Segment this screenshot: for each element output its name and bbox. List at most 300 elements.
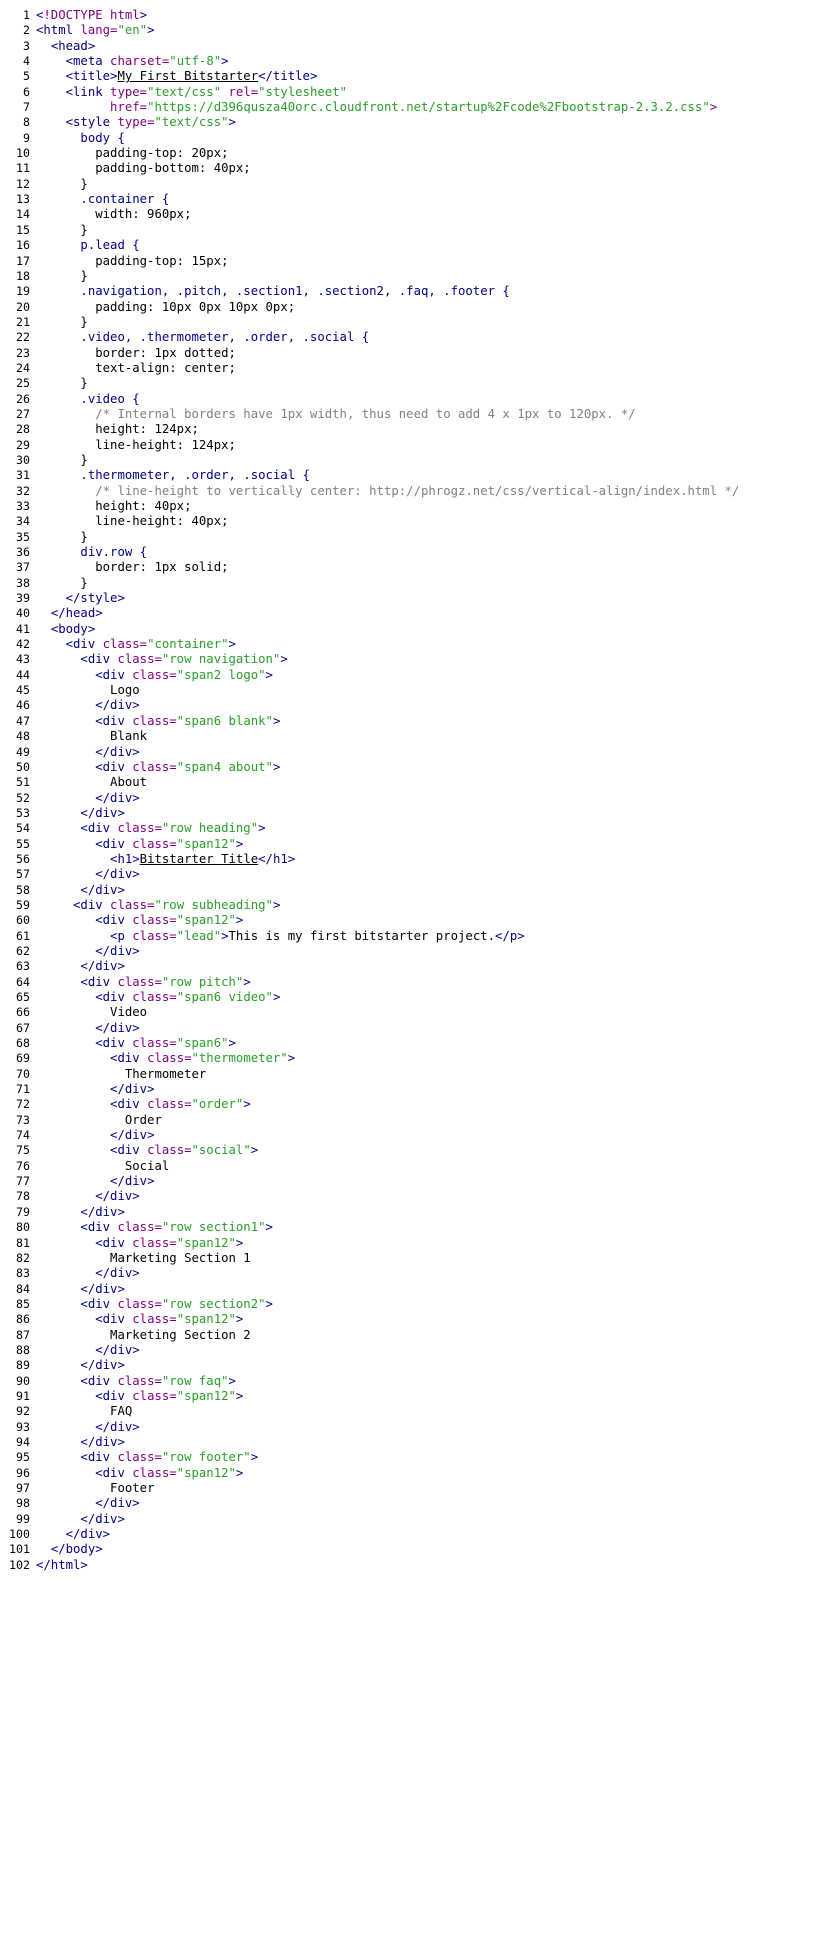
code-line xyxy=(0,698,817,713)
code-line xyxy=(0,1251,817,1266)
line-number: 93 xyxy=(16,1419,30,1434)
code-line xyxy=(0,1374,817,1389)
line-number: 23 xyxy=(16,345,30,360)
code-text: } xyxy=(80,314,88,329)
line-number: 29 xyxy=(16,437,30,452)
code-line xyxy=(0,1005,817,1020)
code-text: <div class="row heading"> xyxy=(80,821,266,836)
code-line xyxy=(0,407,817,422)
code-text: <div class="span6 blank"> xyxy=(95,713,281,728)
line-number: 100 xyxy=(9,1527,30,1542)
line-number: 9 xyxy=(23,130,30,145)
line-number: 30 xyxy=(16,452,30,467)
line-number: 4 xyxy=(23,54,30,69)
line-number: 65 xyxy=(16,990,30,1004)
code-line xyxy=(0,1466,817,1481)
code-text: </div> xyxy=(95,790,140,805)
code-line xyxy=(0,1435,817,1450)
code-text: Thermometer xyxy=(124,1066,207,1081)
code-text: </div> xyxy=(95,1020,140,1035)
code-line xyxy=(0,23,817,38)
code-line xyxy=(0,161,817,176)
code-text: </div> xyxy=(95,1496,140,1511)
line-number: 78 xyxy=(16,1189,30,1204)
code-text: FAQ xyxy=(110,1404,133,1419)
line-number: 3 xyxy=(23,38,30,53)
line-number: 50 xyxy=(16,759,30,774)
code-line xyxy=(0,530,817,545)
code-text: </div> xyxy=(95,1266,140,1281)
code-line xyxy=(0,269,817,284)
code-line xyxy=(0,975,817,990)
code-text: } xyxy=(80,452,88,467)
code-line xyxy=(0,1496,817,1511)
code-line xyxy=(0,422,817,437)
line-number: 48 xyxy=(16,729,30,744)
line-number: 46 xyxy=(16,698,30,713)
code-line xyxy=(0,453,817,468)
code-line xyxy=(0,115,817,130)
code-line xyxy=(0,898,817,913)
code-line xyxy=(0,852,817,867)
code-text: </div> xyxy=(95,744,140,759)
line-number: 89 xyxy=(16,1358,30,1373)
code-line xyxy=(0,1051,817,1066)
line-number: 11 xyxy=(16,161,30,176)
code-line xyxy=(0,1220,817,1235)
code-text: Order xyxy=(124,1112,162,1127)
code-text: </div> xyxy=(110,1174,155,1189)
code-line xyxy=(0,1143,817,1158)
code-line xyxy=(0,1097,817,1112)
line-number: 97 xyxy=(16,1481,30,1495)
code-text: Video xyxy=(110,1005,148,1020)
code-text: </html> xyxy=(36,1557,88,1572)
line-number: 63 xyxy=(16,959,30,974)
code-text: <div class="row section1"> xyxy=(80,1220,273,1235)
code-line xyxy=(0,913,817,928)
code-line xyxy=(0,1297,817,1312)
line-number: 67 xyxy=(16,1020,30,1035)
code-line xyxy=(0,177,817,192)
code-text: </div> xyxy=(80,1358,125,1373)
line-number: 81 xyxy=(16,1235,30,1250)
line-number: 37 xyxy=(16,560,30,575)
code-text: } xyxy=(80,376,88,391)
line-number: 60 xyxy=(16,913,30,928)
code-text: </div> xyxy=(80,1204,125,1219)
code-text: </div> xyxy=(95,1189,140,1204)
code-text: </div> xyxy=(80,1434,125,1449)
code-text: <div class="span12"> xyxy=(95,1388,244,1403)
line-number: 87 xyxy=(16,1327,30,1342)
code-line xyxy=(0,284,817,299)
line-number: 12 xyxy=(16,176,30,191)
line-number: 5 xyxy=(23,69,30,84)
code-line xyxy=(0,622,817,637)
code-line xyxy=(0,376,817,391)
code-text: .video { xyxy=(80,391,140,406)
code-text: </div> xyxy=(95,1342,140,1357)
code-line xyxy=(0,346,817,361)
code-text: <div class="row section2"> xyxy=(80,1296,273,1311)
code-line xyxy=(0,1236,817,1251)
line-number: 42 xyxy=(16,637,30,652)
code-text: </div> xyxy=(80,805,125,820)
code-line xyxy=(0,514,817,529)
code-text: /* Internal borders have 1px width, thus need to add 4 x 1px to 120px. */ xyxy=(95,406,636,421)
code-line xyxy=(0,85,817,100)
line-number: 40 xyxy=(16,606,30,621)
code-line xyxy=(0,652,817,667)
code-line xyxy=(0,1343,817,1358)
line-number: 64 xyxy=(16,974,30,989)
line-number: 22 xyxy=(16,330,30,345)
code-line xyxy=(0,791,817,806)
code-text: Marketing Section 1 xyxy=(110,1250,251,1265)
code-text: Footer xyxy=(110,1481,155,1495)
line-number: 14 xyxy=(16,207,30,222)
code-line xyxy=(0,361,817,376)
line-number: 17 xyxy=(16,253,30,268)
line-number: 79 xyxy=(16,1204,30,1219)
line-number: 25 xyxy=(16,376,30,391)
code-line xyxy=(0,1312,817,1327)
line-number: 6 xyxy=(23,84,30,99)
code-text: padding-bottom: 40px; xyxy=(95,161,251,176)
code-text: </div> xyxy=(95,943,140,958)
line-number: 80 xyxy=(16,1220,30,1235)
line-number: 90 xyxy=(16,1373,30,1388)
line-number: 86 xyxy=(16,1312,30,1327)
line-number: 18 xyxy=(16,268,30,283)
code-line xyxy=(0,1174,817,1189)
line-number: 70 xyxy=(16,1066,30,1081)
code-text: } xyxy=(80,176,88,191)
code-text: </div> xyxy=(95,698,140,713)
code-text: <div class="row faq"> xyxy=(80,1373,236,1388)
code-line xyxy=(0,576,817,591)
code-line xyxy=(0,1420,817,1435)
line-number: 41 xyxy=(16,621,30,636)
line-number: 59 xyxy=(16,897,30,912)
code-text: <div class="span6 video"> xyxy=(95,990,281,1004)
code-line xyxy=(0,1450,817,1465)
code-text: padding: 10px 0px 10px 0px; xyxy=(95,299,296,314)
code-line xyxy=(0,1082,817,1097)
code-line xyxy=(0,1205,817,1220)
line-number: 7 xyxy=(23,100,30,115)
code-line xyxy=(0,54,817,69)
line-number: 95 xyxy=(16,1450,30,1465)
line-number: 66 xyxy=(16,1005,30,1020)
code-text: <div class="row navigation"> xyxy=(80,652,288,667)
code-line xyxy=(0,714,817,729)
line-number: 44 xyxy=(16,667,30,682)
code-line xyxy=(0,192,817,207)
code-text: <head> xyxy=(50,38,96,53)
code-line xyxy=(0,1481,817,1496)
code-text: <div class="thermometer"> xyxy=(110,1051,296,1066)
code-text: <p class="lead">This is my first bitstarter project.</p> xyxy=(110,928,525,943)
line-number: 53 xyxy=(16,805,30,820)
code-line xyxy=(0,1266,817,1281)
line-number: 43 xyxy=(16,652,30,667)
code-line xyxy=(0,959,817,974)
line-number: 32 xyxy=(16,483,30,498)
code-text: <!DOCTYPE html> xyxy=(36,8,148,22)
line-number: 101 xyxy=(9,1542,30,1557)
code-line xyxy=(0,484,817,499)
code-text: Blank xyxy=(110,729,148,744)
line-number: 31 xyxy=(16,468,30,483)
code-line xyxy=(0,69,817,84)
line-number: 51 xyxy=(16,775,30,790)
code-line xyxy=(0,591,817,606)
line-number: 2 xyxy=(23,23,30,38)
code-text: <div class="span12"> xyxy=(95,1465,244,1480)
code-line xyxy=(0,668,817,683)
line-number: 35 xyxy=(16,529,30,544)
line-number: 21 xyxy=(16,314,30,329)
line-number: 19 xyxy=(16,284,30,299)
code-line xyxy=(0,729,817,744)
line-number: 99 xyxy=(16,1511,30,1526)
code-text: <html lang="en"> xyxy=(36,23,155,38)
code-line xyxy=(0,1282,817,1297)
code-line xyxy=(0,990,817,1005)
code-text: </div> xyxy=(110,1082,155,1097)
code-text: Marketing Section 2 xyxy=(110,1327,251,1342)
line-number: 45 xyxy=(16,683,30,698)
line-number: 72 xyxy=(16,1097,30,1112)
code-text: <div class="row pitch"> xyxy=(80,974,251,989)
code-text: <div class="span12"> xyxy=(95,836,244,851)
code-text: </head> xyxy=(50,606,103,621)
code-text: } xyxy=(80,268,88,283)
line-number: 102 xyxy=(9,1557,30,1572)
line-number: 27 xyxy=(16,406,30,421)
code-text: height: 40px; xyxy=(95,499,192,513)
code-line xyxy=(0,1512,817,1527)
line-number: 20 xyxy=(16,299,30,314)
code-line xyxy=(0,1067,817,1082)
code-line xyxy=(0,775,817,790)
code-line xyxy=(0,1542,817,1557)
code-line xyxy=(0,1113,817,1128)
code-text: <div class="span12"> xyxy=(95,913,244,928)
code-text: padding-top: 20px; xyxy=(95,146,229,161)
line-number: 73 xyxy=(16,1112,30,1127)
line-number: 34 xyxy=(16,514,30,529)
code-text: <body> xyxy=(50,621,96,636)
code-text: <link type="text/css" rel="stylesheet" xyxy=(65,84,347,99)
code-text: /* line-height to vertically center: http://phrogz.net/css/vertical-align/index.html */ xyxy=(95,483,740,498)
line-number: 74 xyxy=(16,1128,30,1143)
code-line xyxy=(0,254,817,269)
code-text: <div class="social"> xyxy=(110,1143,259,1158)
code-text: } xyxy=(80,529,88,544)
line-number: 10 xyxy=(16,146,30,161)
code-line xyxy=(0,944,817,959)
line-number: 61 xyxy=(16,928,30,943)
code-line xyxy=(0,560,817,575)
line-number: 69 xyxy=(16,1051,30,1066)
code-text: width: 960px; xyxy=(95,207,192,222)
code-line xyxy=(0,146,817,161)
line-number: 94 xyxy=(16,1434,30,1449)
line-number: 91 xyxy=(16,1388,30,1403)
code-line xyxy=(0,207,817,222)
code-text: <div class="span2 logo"> xyxy=(95,667,273,682)
code-line xyxy=(0,1558,817,1573)
code-text: line-height: 40px; xyxy=(95,514,229,529)
line-number: 85 xyxy=(16,1296,30,1311)
line-number: 49 xyxy=(16,744,30,759)
code-line xyxy=(0,1527,817,1542)
code-text: text-align: center; xyxy=(95,360,236,375)
code-text: <div class="span12"> xyxy=(95,1312,244,1327)
line-number: 54 xyxy=(16,821,30,836)
code-line xyxy=(0,223,817,238)
code-line xyxy=(0,499,817,514)
line-number: 38 xyxy=(16,575,30,590)
code-line xyxy=(0,883,817,898)
code-line xyxy=(0,837,817,852)
code-text: </div> xyxy=(80,1511,125,1526)
line-number: 98 xyxy=(16,1496,30,1511)
code-line xyxy=(0,683,817,698)
code-line xyxy=(0,1159,817,1174)
code-text: </body> xyxy=(50,1542,103,1557)
line-number: 58 xyxy=(16,882,30,897)
code-line xyxy=(0,468,817,483)
code-line xyxy=(0,1358,817,1373)
code-text: </div> xyxy=(80,1281,125,1296)
code-text: .navigation, .pitch, .section1, .section2, .faq, .footer { xyxy=(80,284,510,299)
code-line xyxy=(0,1021,817,1036)
line-number: 15 xyxy=(16,222,30,237)
code-line xyxy=(0,606,817,621)
code-text: <title>My First Bitstarter</title> xyxy=(65,69,318,84)
code-text: <div class="row subheading"> xyxy=(73,897,281,912)
line-number: 75 xyxy=(16,1143,30,1158)
code-text: <div class="order"> xyxy=(110,1097,251,1112)
line-number: 77 xyxy=(16,1174,30,1189)
code-text: .container { xyxy=(80,192,170,207)
line-number: 39 xyxy=(16,591,30,606)
code-text: } xyxy=(80,222,88,237)
line-number: 52 xyxy=(16,790,30,805)
code-text: Logo xyxy=(110,683,140,698)
code-text: p.lead { xyxy=(80,238,140,253)
code-text: </div> xyxy=(95,867,140,882)
line-number: 26 xyxy=(16,391,30,406)
line-number: 1 xyxy=(23,8,30,22)
line-number: 96 xyxy=(16,1465,30,1480)
code-text: Social xyxy=(124,1158,170,1173)
code-line xyxy=(0,438,817,453)
line-number: 88 xyxy=(16,1342,30,1357)
code-text: </div> xyxy=(80,959,125,974)
code-text: </div> xyxy=(95,1419,140,1434)
line-number: 62 xyxy=(16,943,30,958)
line-number: 36 xyxy=(16,545,30,560)
code-text: height: 124px; xyxy=(95,422,199,437)
code-line xyxy=(0,1328,817,1343)
line-number: 13 xyxy=(16,192,30,207)
line-number: 57 xyxy=(16,867,30,882)
code-line xyxy=(0,100,817,115)
code-line xyxy=(0,929,817,944)
code-line xyxy=(0,821,817,836)
line-number: 56 xyxy=(16,851,30,866)
code-line xyxy=(0,238,817,253)
line-number: 83 xyxy=(16,1266,30,1281)
code-text: border: 1px dotted; xyxy=(95,345,236,360)
code-text: <style type="text/css"> xyxy=(65,115,236,130)
code-line xyxy=(0,745,817,760)
code-text: </div> xyxy=(80,882,125,897)
code-text: line-height: 124px; xyxy=(95,437,236,452)
code-line xyxy=(0,315,817,330)
code-text: href="https://d396qusza40orc.cloudfront.net/startup%2Fcode%2Fbootstrap-2.3.2.css"> xyxy=(110,100,718,115)
code-text: <div class="span6"> xyxy=(95,1036,236,1051)
line-number: 8 xyxy=(23,115,30,130)
code-text: .video, .thermometer, .order, .social { xyxy=(80,330,370,345)
code-line xyxy=(0,867,817,882)
line-number: 16 xyxy=(16,238,30,253)
line-number: 82 xyxy=(16,1250,30,1265)
code-text: About xyxy=(110,775,148,790)
code-text: .thermometer, .order, .social { xyxy=(80,468,310,483)
line-number: 76 xyxy=(16,1158,30,1173)
line-number: 47 xyxy=(16,713,30,728)
code-text: </style> xyxy=(65,591,125,606)
code-text: <meta charset="utf-8"> xyxy=(65,54,229,69)
code-line xyxy=(0,1189,817,1204)
line-number: 33 xyxy=(16,499,30,513)
line-number: 92 xyxy=(16,1404,30,1419)
code-text: <h1>Bitstarter Title</h1> xyxy=(110,851,296,866)
code-line xyxy=(0,545,817,560)
code-text: <div class="row footer"> xyxy=(80,1450,259,1465)
code-text: </div> xyxy=(65,1527,111,1542)
line-number: 24 xyxy=(16,360,30,375)
code-line xyxy=(0,1128,817,1143)
code-text: body { xyxy=(80,130,125,145)
code-line xyxy=(0,300,817,315)
code-line xyxy=(0,1389,817,1404)
code-line xyxy=(0,131,817,146)
code-line xyxy=(0,806,817,821)
code-line xyxy=(0,760,817,775)
code-text: <div class="container"> xyxy=(65,637,236,652)
code-line xyxy=(0,1404,817,1419)
code-text: </div> xyxy=(110,1128,155,1143)
code-line xyxy=(0,1036,817,1051)
code-line xyxy=(0,39,817,54)
code-text: border: 1px solid; xyxy=(95,560,229,575)
code-line xyxy=(0,392,817,407)
code-line xyxy=(0,637,817,652)
line-number: 71 xyxy=(16,1082,30,1097)
code-text: <div class="span4 about"> xyxy=(95,759,281,774)
line-number: 84 xyxy=(16,1281,30,1296)
code-text: div.row { xyxy=(80,545,148,560)
code-text: padding-top: 15px; xyxy=(95,253,229,268)
code-text: <div class="span12"> xyxy=(95,1235,244,1250)
